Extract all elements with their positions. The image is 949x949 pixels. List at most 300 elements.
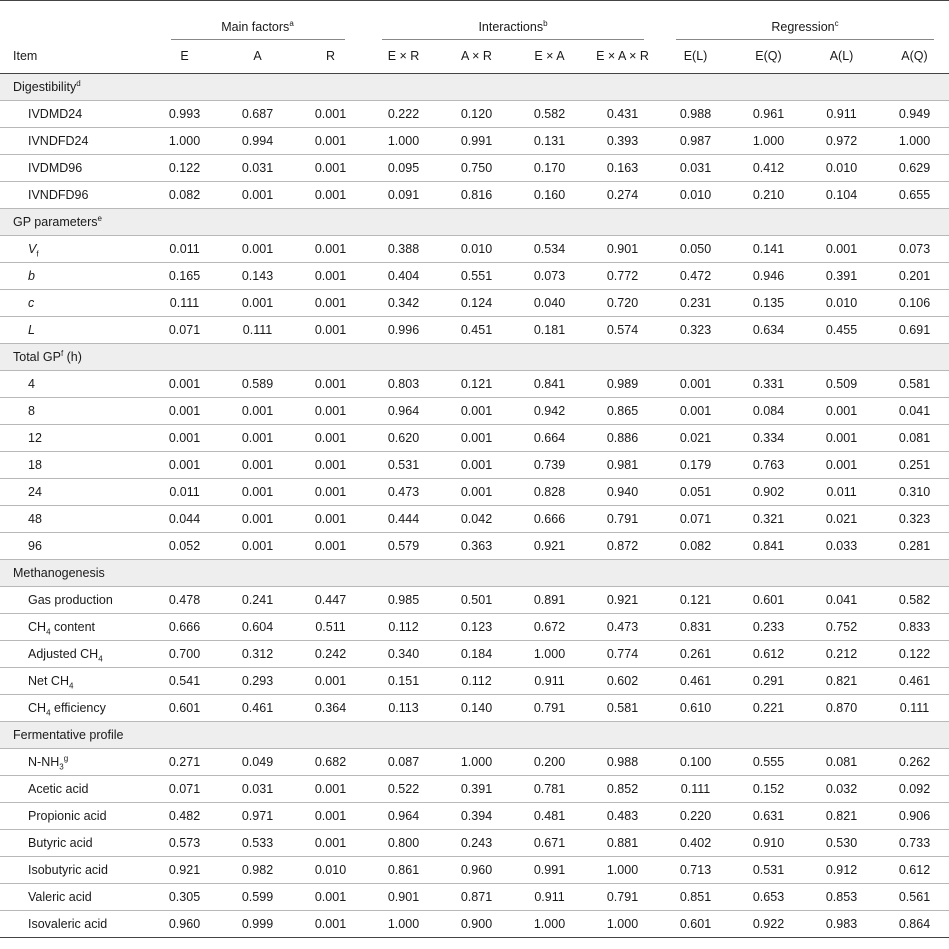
table-row (0, 479, 949, 506)
table-cell: 0.001 (168, 458, 201, 472)
table-cell: 0.231 (679, 296, 712, 310)
footnote-marker: b (543, 18, 548, 28)
table-row (0, 425, 949, 452)
table-cell: 0.001 (241, 404, 274, 418)
table-cell: 0.031 (241, 161, 274, 175)
row-label (0, 371, 148, 398)
table-cell: 0.964 (387, 809, 420, 823)
row-label-subscript: 4 (68, 681, 74, 691)
table-cell: 0.574 (606, 323, 639, 337)
table-cell: 0.293 (241, 674, 274, 688)
table-cell: 0.310 (898, 485, 931, 499)
table-cell: 0.831 (679, 620, 712, 634)
table-cell: 0.841 (533, 377, 566, 391)
table-cell: 0.828 (533, 485, 566, 499)
table-cell: 0.534 (533, 242, 566, 256)
table-cell: 0.988 (679, 107, 712, 121)
table-cell: 0.509 (825, 377, 858, 391)
table-cell: 0.461 (241, 701, 274, 715)
table-cell: 0.001 (825, 431, 858, 445)
table-cell: 0.241 (241, 593, 274, 607)
table-cell: 0.001 (241, 485, 274, 499)
table-row (0, 155, 949, 182)
table-cell: 0.394 (460, 809, 493, 823)
row-label (0, 128, 148, 155)
row-label-text: IVDMD24 (28, 107, 83, 121)
table-cell: 0.001 (241, 431, 274, 445)
table-cell: 0.713 (679, 863, 712, 877)
table-cell: 0.122 (898, 647, 931, 661)
section-title (0, 722, 949, 749)
table-cell: 0.001 (460, 431, 493, 445)
section-header-row (0, 722, 949, 749)
row-label-subscript: 4 (46, 627, 51, 637)
table-cell: 0.001 (314, 161, 347, 175)
table-cell: 0.691 (898, 323, 931, 337)
table-cell: 0.001 (314, 377, 347, 391)
table-cell: 0.100 (679, 755, 712, 769)
table-cell: 0.163 (606, 161, 639, 175)
table-cell: 0.135 (752, 296, 785, 310)
table-cell: 0.010 (679, 188, 712, 202)
table-row (0, 290, 949, 317)
section-header-row (0, 209, 949, 236)
table-row (0, 803, 949, 830)
table-cell: 0.861 (387, 863, 420, 877)
column-header-item: Item (13, 49, 38, 64)
table-cell: 0.092 (898, 782, 931, 796)
table-cell: 0.472 (679, 269, 712, 283)
row-label (0, 776, 148, 803)
table-cell: 1.000 (752, 134, 785, 148)
table-cell: 0.262 (898, 755, 931, 769)
table-cell: 0.852 (606, 782, 639, 796)
table-cell: 0.870 (825, 701, 858, 715)
table-cell: 1.000 (606, 917, 639, 931)
group-main-factors-label (171, 20, 345, 40)
table-cell: 1.000 (168, 134, 201, 148)
row-label-text: Acetic acid (28, 782, 89, 796)
table-cell: 0.001 (314, 890, 347, 904)
row-label-text: Valeric acid (28, 890, 92, 904)
table-cell: 0.791 (533, 701, 566, 715)
table-row (0, 101, 949, 128)
table-cell: 0.001 (825, 404, 858, 418)
table-cell: 0.271 (168, 755, 201, 769)
table-cell: 0.971 (241, 809, 274, 823)
row-label (0, 182, 148, 209)
row-label-text: L (28, 323, 35, 337)
table-cell: 0.821 (825, 809, 858, 823)
table-cell: 0.444 (387, 512, 420, 526)
table-cell: 0.071 (679, 512, 712, 526)
row-label-text: IVDMD96 (28, 161, 83, 175)
table-row (0, 452, 949, 479)
table-cell: 0.001 (314, 107, 347, 121)
table-cell: 0.985 (387, 593, 420, 607)
table-cell: 0.763 (752, 458, 785, 472)
row-label-text: Net CH (28, 674, 69, 688)
table-cell: 0.051 (679, 485, 712, 499)
table-cell: 0.750 (460, 161, 493, 175)
table-cell: 0.901 (387, 890, 420, 904)
table-cell: 0.910 (752, 836, 785, 850)
table-cell: 0.210 (752, 188, 785, 202)
table-cell: 0.981 (606, 458, 639, 472)
table-cell: 0.050 (679, 242, 712, 256)
table-row (0, 587, 949, 614)
table-cell: 0.921 (606, 593, 639, 607)
table-cell: 0.902 (752, 485, 785, 499)
section-header-row (0, 74, 949, 101)
table-cell: 0.184 (460, 647, 493, 661)
table-cell: 0.601 (168, 701, 201, 715)
section-title-suffix: (h) (63, 350, 82, 364)
table-row (0, 263, 949, 290)
group-interactions (367, 1, 659, 40)
table-cell: 0.010 (825, 296, 858, 310)
table-cell: 0.511 (315, 620, 346, 634)
section-title-text: Fermentative profile (13, 728, 124, 742)
table-cell: 0.001 (241, 539, 274, 553)
section-title-text: Digestibility (13, 80, 77, 94)
table-cell: 0.331 (752, 377, 785, 391)
group-regression-label (676, 20, 934, 40)
table-cell: 0.612 (898, 863, 931, 877)
table-cell: 0.274 (606, 188, 639, 202)
column-header: E(Q) (755, 49, 782, 64)
row-label (0, 641, 148, 668)
table-cell: 0.551 (460, 269, 493, 283)
table-cell: 0.001 (679, 377, 712, 391)
table-cell: 0.091 (387, 188, 420, 202)
row-label-rest: content (50, 620, 95, 634)
table-cell: 0.599 (241, 890, 274, 904)
table-cell: 0.291 (752, 674, 785, 688)
table-cell: 0.071 (168, 782, 201, 796)
table-cell: 1.000 (387, 134, 420, 148)
table-cell: 0.800 (387, 836, 420, 850)
row-label (0, 506, 148, 533)
table-cell: 0.251 (898, 458, 931, 472)
table-cell: 0.991 (533, 863, 566, 877)
row-label (0, 911, 148, 938)
table-row (0, 830, 949, 857)
table-cell: 0.482 (168, 809, 201, 823)
section-title (0, 74, 949, 101)
table-cell: 0.582 (533, 107, 566, 121)
table-cell: 0.988 (606, 755, 639, 769)
table-cell: 0.113 (388, 701, 419, 715)
table-cell: 0.483 (606, 809, 639, 823)
table-cell: 0.111 (680, 782, 711, 796)
table-cell: 0.604 (241, 620, 274, 634)
table-cell: 0.803 (387, 377, 420, 391)
column-header: A × R (461, 49, 492, 64)
table-row (0, 533, 949, 560)
row-label (0, 830, 148, 857)
column-header: E(L) (683, 49, 708, 64)
table-cell: 0.940 (606, 485, 639, 499)
table-cell: 1.000 (387, 917, 420, 931)
table-cell: 0.601 (679, 917, 712, 931)
table-cell: 0.001 (825, 458, 858, 472)
table-cell: 0.181 (533, 323, 566, 337)
footnote-marker: e (97, 213, 102, 223)
table-cell: 0.140 (460, 701, 493, 715)
table-cell: 0.989 (606, 377, 639, 391)
table-row (0, 128, 949, 155)
table-cell: 0.949 (898, 107, 931, 121)
table-row (0, 911, 949, 938)
table-cell: 0.653 (752, 890, 785, 904)
table-cell: 0.001 (314, 188, 347, 202)
group-regression (659, 1, 949, 40)
row-label-subscript: 3 (59, 762, 64, 772)
table-header (0, 1, 949, 74)
table-cell: 0.388 (387, 242, 420, 256)
row-label (0, 263, 148, 290)
table-cell: 0.071 (168, 323, 201, 337)
table-cell: 0.581 (898, 377, 931, 391)
table-cell: 0.001 (314, 782, 347, 796)
row-label (0, 425, 148, 452)
table-cell: 0.999 (241, 917, 274, 931)
table-cell: 0.121 (460, 377, 493, 391)
table-cell: 0.531 (752, 863, 785, 877)
table-cell: 0.402 (679, 836, 712, 850)
table-cell: 0.041 (898, 404, 931, 418)
table-cell: 0.123 (460, 620, 493, 634)
table-cell: 0.610 (679, 701, 712, 715)
table-cell: 0.555 (752, 755, 785, 769)
table-cell: 0.001 (241, 512, 274, 526)
table-cell: 0.664 (533, 431, 566, 445)
table-cell: 0.122 (168, 161, 201, 175)
table-row (0, 506, 949, 533)
table-cell: 0.001 (825, 242, 858, 256)
table-cell: 0.087 (387, 755, 420, 769)
table-cell: 0.451 (460, 323, 493, 337)
table-row (0, 668, 949, 695)
table-cell: 0.104 (825, 188, 858, 202)
column-header-row (0, 40, 949, 74)
column-header: E (180, 49, 189, 64)
table-row (0, 749, 949, 776)
table-cell: 0.221 (752, 701, 785, 715)
table-cell: 0.233 (752, 620, 785, 634)
table-cell: 0.412 (752, 161, 785, 175)
table-cell: 0.921 (533, 539, 566, 553)
table-cell: 0.901 (606, 242, 639, 256)
table-cell: 0.011 (169, 485, 200, 499)
row-label-text: CH (28, 620, 47, 634)
table-cell: 0.501 (460, 593, 493, 607)
table-cell: 0.021 (679, 431, 712, 445)
table-cell: 0.001 (314, 323, 347, 337)
table-cell: 0.242 (314, 647, 347, 661)
table-cell: 0.891 (533, 593, 566, 607)
table-cell: 0.151 (387, 674, 420, 688)
table-cell: 0.001 (168, 377, 201, 391)
table-cell: 0.305 (168, 890, 201, 904)
footnote-marker: g (63, 753, 69, 763)
table-cell: 0.960 (168, 917, 201, 931)
table-row (0, 317, 949, 344)
table-cell: 0.001 (314, 674, 347, 688)
table-cell: 0.961 (752, 107, 785, 121)
row-label (0, 803, 148, 830)
footnote-marker: f (60, 348, 64, 358)
row-label (0, 479, 148, 506)
table-cell: 0.912 (825, 863, 858, 877)
table-cell: 0.996 (387, 323, 420, 337)
row-label-text: V (28, 242, 37, 256)
group-main-factors (148, 1, 367, 40)
table-cell: 0.655 (898, 188, 931, 202)
table-cell: 0.261 (679, 647, 712, 661)
table-cell: 0.120 (460, 107, 493, 121)
table-cell: 0.081 (825, 755, 858, 769)
table-cell: 0.530 (825, 836, 858, 850)
row-label (0, 614, 148, 641)
table-cell: 0.111 (899, 701, 930, 715)
row-label (0, 668, 148, 695)
table-cell: 0.864 (898, 917, 931, 931)
table-cell: 0.987 (679, 134, 712, 148)
table-cell: 0.752 (825, 620, 858, 634)
table-cell: 0.042 (460, 512, 493, 526)
table-row (0, 695, 949, 722)
row-label (0, 857, 148, 884)
row-label (0, 452, 148, 479)
table-cell: 0.200 (533, 755, 566, 769)
table-cell: 0.791 (606, 890, 639, 904)
table-cell: 0.582 (898, 593, 931, 607)
table-cell: 0.942 (533, 404, 566, 418)
table-cell: 0.922 (752, 917, 785, 931)
table-cell: 0.900 (460, 917, 493, 931)
row-label (0, 155, 148, 182)
table-cell: 0.982 (241, 863, 274, 877)
table-cell: 0.323 (898, 512, 931, 526)
table-cell: 0.082 (679, 539, 712, 553)
table-cell: 0.001 (314, 485, 347, 499)
table-cell: 0.001 (314, 431, 347, 445)
table-cell: 0.602 (606, 674, 639, 688)
table-cell: 0.032 (825, 782, 858, 796)
table-cell: 0.447 (314, 593, 347, 607)
table-row (0, 371, 949, 398)
table-cell: 0.573 (168, 836, 201, 850)
table-cell: 0.531 (387, 458, 420, 472)
table-cell: 0.911 (826, 107, 857, 121)
section-title (0, 560, 949, 587)
table-cell: 0.841 (752, 539, 785, 553)
table-cell: 0.095 (387, 161, 420, 175)
table-cell: 0.700 (168, 647, 201, 661)
table-cell: 0.363 (460, 539, 493, 553)
table-cell: 1.000 (898, 134, 931, 148)
row-label-text: Gas production (28, 593, 113, 607)
row-label-text: b (28, 269, 35, 283)
section-title-text: Total GP (13, 350, 61, 364)
section-title-text: Methanogenesis (13, 566, 105, 580)
table-cell: 0.112 (388, 620, 419, 634)
table-cell: 0.589 (241, 377, 274, 391)
table-cell: 0.001 (460, 404, 493, 418)
row-label-text: N-NH (28, 755, 60, 769)
row-label-text: Adjusted CH (28, 647, 99, 661)
table-cell: 0.001 (314, 458, 347, 472)
table-cell: 0.001 (314, 296, 347, 310)
table-cell: 0.579 (387, 539, 420, 553)
table-cell: 0.073 (533, 269, 566, 283)
row-label (0, 695, 148, 722)
table-cell: 0.631 (752, 809, 785, 823)
table-cell: 0.739 (533, 458, 566, 472)
table-row (0, 236, 949, 263)
table-cell: 0.921 (168, 863, 201, 877)
table-cell: 0.666 (533, 512, 566, 526)
table-cell: 0.001 (460, 458, 493, 472)
table-cell: 0.033 (825, 539, 858, 553)
row-label (0, 749, 148, 776)
footnote-marker: d (76, 78, 81, 88)
table-cell: 0.243 (460, 836, 493, 850)
table-cell: 0.082 (168, 188, 201, 202)
table-cell: 1.000 (533, 647, 566, 661)
row-label-text: CH (28, 701, 47, 715)
table-cell: 0.001 (460, 485, 493, 499)
table-cell: 0.111 (169, 296, 200, 310)
table-cell: 0.121 (679, 593, 712, 607)
table-cell: 0.478 (168, 593, 201, 607)
table-cell: 0.001 (241, 458, 274, 472)
table-cell: 0.001 (314, 809, 347, 823)
table-cell: 0.960 (460, 863, 493, 877)
table-cell: 0.791 (606, 512, 639, 526)
row-label (0, 290, 148, 317)
group-header-row (0, 1, 949, 40)
table-cell: 0.541 (168, 674, 201, 688)
table-row (0, 641, 949, 668)
column-header: A(L) (829, 49, 854, 64)
table-cell: 0.983 (825, 917, 858, 931)
table-cell: 0.179 (679, 458, 712, 472)
table-body (0, 74, 949, 938)
table-cell: 0.772 (606, 269, 639, 283)
table-cell: 0.455 (825, 323, 858, 337)
table-cell: 0.561 (898, 890, 931, 904)
row-label (0, 236, 148, 263)
table-cell: 0.911 (534, 674, 565, 688)
table-row (0, 884, 949, 911)
table-cell: 0.522 (387, 782, 420, 796)
table-cell: 0.031 (679, 161, 712, 175)
table-cell: 0.052 (168, 539, 201, 553)
table-cell: 0.106 (898, 296, 931, 310)
column-header: E × A (534, 49, 565, 64)
row-label-subscript: 4 (98, 654, 103, 664)
table-cell: 0.364 (314, 701, 347, 715)
table-cell: 0.001 (314, 242, 347, 256)
table-cell: 0.391 (460, 782, 493, 796)
row-label (0, 587, 148, 614)
table-cell: 0.991 (460, 134, 493, 148)
section-header-row (0, 560, 949, 587)
row-label-text: IVNDFD96 (28, 188, 89, 202)
